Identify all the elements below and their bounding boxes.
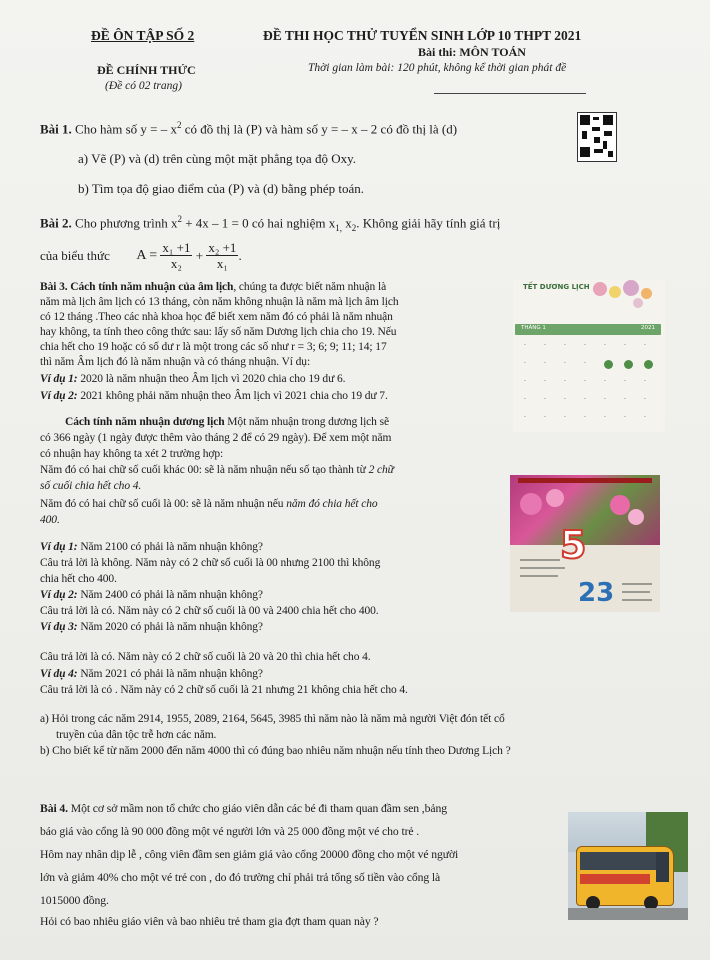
bai2-text3: x xyxy=(342,215,352,231)
calendar-cell: · xyxy=(564,396,566,403)
tear-big-number: 5 xyxy=(560,523,587,567)
calendar-cell: · xyxy=(584,396,586,403)
bai2-expr-label: của biểu thức xyxy=(40,248,110,263)
duong-case1: Năm đó có hai chữ số cuối khác 00: sẽ là năm nhuận nếu số tạo thành từ xyxy=(40,464,369,476)
duong-line-4: số cuối chia hết cho 4. xyxy=(40,480,142,492)
fraction-2: $\frac{\text{x₂ +1}}{\text{x₁}}$ xyxy=(208,240,237,271)
vd2-text: 2021 không phải năm nhuận theo Âm lịch vì 2021 chia cho 19 dư 7. xyxy=(77,390,388,402)
calendar-cell: · xyxy=(624,342,626,349)
question-b: b) Cho biết kể từ năm 2000 đến năm 4000 thì có đúng bao nhiêu năm nhuận nếu tính theo Dương Lịch ? xyxy=(40,745,511,757)
duong-line-3 xyxy=(40,463,394,478)
bai1-text-a: Cho hàm số y = – x xyxy=(75,121,177,137)
bai3-label: Bài 3. xyxy=(40,281,68,293)
qr-code-image xyxy=(577,112,617,162)
time-note: Thời gian làm bài: 120 phút, không kể thời gian phát đề xyxy=(308,62,567,74)
calendar-cell: · xyxy=(604,396,606,403)
ex1-a2: chia hết cho 400. xyxy=(40,573,117,585)
calendar-cell: · xyxy=(624,378,626,385)
calendar-cell: · xyxy=(544,342,546,349)
bai3-text: , chúng ta được biết năm nhuận là xyxy=(233,281,387,293)
calendar-cell: · xyxy=(564,378,566,385)
calendar-cell: · xyxy=(524,414,526,421)
ex4-label: Ví dụ 4: xyxy=(40,668,78,680)
duong-text: Một năm nhuận trong dương lịch sẽ xyxy=(224,416,389,428)
bai4-text: Một cơ sở mầm non tổ chức cho giáo viên dẫn các bé đi tham quan đầm sen ,bảng xyxy=(67,802,447,815)
ex1-label: Ví dụ 1: xyxy=(40,541,78,553)
bai1-part-a: a) Vẽ (P) và (d) trên cùng một mặt phẳng tọa độ Oxy. xyxy=(78,151,356,166)
calendar-title: TẾT DƯƠNG LỊCH xyxy=(523,283,590,291)
calendar-cell: · xyxy=(644,414,646,421)
tear-day-number: 23 xyxy=(578,578,615,608)
calendar-cell: · xyxy=(544,360,546,367)
ex2-question: Năm 2400 có phải là năm nhuận không? xyxy=(77,589,263,601)
ex3-question: Năm 2020 có phải là năm nhuận không? xyxy=(77,621,263,633)
bai2-line: Bài 2. Cho phương trình $x^2 + 4x - 1 = 0$ có hai nghiệm $x_{1,}$ $x_2$. Không giải hãy tính giá trị xyxy=(40,214,501,233)
calendar-cell: · xyxy=(564,360,566,367)
calendar-cell: · xyxy=(584,414,586,421)
calendar-cell: · xyxy=(644,342,646,349)
bai1-line: Bài 1. Cho hàm số y = – $x^2$ có đồ thị là (P) và hàm số y = – x – 2 có đồ thị là (d) xyxy=(40,120,458,137)
ex2-a1: Câu trả lời là có. Năm này có 2 chữ số cuối là 00 và 2400 chia hết cho 400. xyxy=(40,605,379,617)
vd1-text: 2020 là năm nhuận theo Âm lịch vì 2020 chia cho 19 dư 6. xyxy=(77,373,346,385)
duong-case2: Năm đó có hai chữ số cuối là 00: sẽ là năm nhuận nếu xyxy=(40,498,287,510)
calendar-cell: · xyxy=(644,396,646,403)
bai3-vd1 xyxy=(40,372,345,387)
fraction-1: $\frac{\text{x₁ +1}}{\text{x₂}}$ xyxy=(162,240,191,271)
calendar-cell: · xyxy=(584,360,586,367)
calendar-cell: · xyxy=(584,342,586,349)
exam-title: ĐỀ THI HỌC THỬ TUYỂN SINH LỚP 10 THPT 2021 xyxy=(263,28,582,43)
bai4-line-5: Hỏi có bao nhiêu giáo viên và bao nhiêu trẻ tham gia đợt tham quan này ? xyxy=(40,915,379,928)
bai3-line-2: có 12 tháng .Theo các nhà khoa học để biết xem năm đó có phải là năm nhuận xyxy=(40,311,393,323)
bai4-line-4: 1015000 đồng. xyxy=(40,894,109,907)
bai2-text1: Cho phương trình x xyxy=(75,215,178,231)
duong-case2-it: năm đó chia hết cho xyxy=(286,498,378,510)
calendar-cell: · xyxy=(544,396,546,403)
vd2-label: Ví dụ 2: xyxy=(40,390,78,402)
bai2-expression: của biểu thức A = $\frac{\text{x₁ +1}}{\text{x₂}}$ + $\frac{\text{x₂ +1}}{\text{x₁}}$ . xyxy=(40,240,242,271)
duong-line-5 xyxy=(40,497,378,512)
duong-heading: Cách tính năm nhuận dương lịch xyxy=(65,416,225,428)
calendar-cell: · xyxy=(524,360,526,367)
duong-line-2: có nhuận hay không ta xét 2 trường hợp: xyxy=(40,448,224,460)
bai3-heading: Cách tính năm nhuận của âm lịch xyxy=(70,281,234,293)
bai1-text-b: có đồ thị là (P) và hàm số y = – x – 2 có đồ thị là (d) xyxy=(184,121,458,137)
duong-line-6: 400. xyxy=(40,514,60,526)
bai4-line-2: Hôm nay nhân dịp lễ , công viên đầm sen giảm giá vào cổng 20000 đồng cho một vé người xyxy=(40,848,459,861)
bai2-label: Bài 2. xyxy=(40,215,72,231)
bai3-line-0 xyxy=(40,280,386,295)
ex4-q xyxy=(40,667,263,682)
official-label: ĐỀ CHÍNH THỨC xyxy=(97,63,196,77)
ex2-label: Ví dụ 2: xyxy=(40,589,78,601)
ex1-q xyxy=(40,540,263,555)
duong-case1-it: 2 chữ xyxy=(368,464,394,476)
ex3-label: Ví dụ 3: xyxy=(40,621,78,633)
calendar-cell: · xyxy=(604,342,606,349)
calendar-cell: · xyxy=(564,342,566,349)
ex3-a1: Câu trả lời là có. Năm này có 2 chữ số cuối là 20 và 20 thì chia hết cho 4. xyxy=(40,651,371,663)
bai2-text4: . Không giải hãy tính giá trị xyxy=(356,215,501,231)
calendar-cell: · xyxy=(584,378,586,385)
bai4-line-0 xyxy=(40,801,447,816)
bai1-part-b: b) Tìm tọa độ giao điểm của (P) và (d) bằng phép toán. xyxy=(78,181,365,196)
calendar-cell: · xyxy=(644,378,646,385)
calendar-cell: · xyxy=(524,378,526,385)
calendar-cell xyxy=(644,360,653,369)
ex3-q xyxy=(40,620,263,635)
exam-number: ĐỀ ÔN TẬP SỐ 2 xyxy=(91,28,195,43)
calendar-cell xyxy=(624,360,633,369)
calendar-month: THÁNG 1 xyxy=(521,325,546,331)
bai3-line-1: năm mà lịch âm lịch có 13 tháng, còn năm không nhuận là năm mà lịch âm lịch xyxy=(40,296,399,308)
calendar-cell: · xyxy=(564,414,566,421)
ex4-a1: Câu trả lời là có . Năm này có 2 chữ số cuối là 21 nhưng 21 không chia hết cho 4. xyxy=(40,684,408,696)
bai3-line-4: chia hết cho 19 hoặc có số dư r là một trong các số như r = 3; 6; 9; 11; 14; 17 xyxy=(40,341,387,353)
bai3-vd2 xyxy=(40,389,388,404)
ex1-question: Năm 2100 có phải là năm nhuận không? xyxy=(77,541,263,553)
calendar-cell: · xyxy=(524,396,526,403)
calendar-cell: · xyxy=(524,342,526,349)
header-divider xyxy=(434,93,586,94)
exam-subject: Bài thi: MÔN TOÁN xyxy=(418,45,526,59)
calendar-cell: · xyxy=(604,414,606,421)
ex4-question: Năm 2021 có phải là năm nhuận không? xyxy=(77,668,263,680)
bai1-label: Bài 1. xyxy=(40,121,72,137)
duong-line-0 xyxy=(65,415,389,430)
calendar-cell: · xyxy=(624,396,626,403)
calendar-year: 2021 xyxy=(641,325,655,331)
bai4-label: Bài 4. xyxy=(40,802,68,815)
calendar-cell: · xyxy=(544,378,546,385)
school-bus-image xyxy=(568,812,688,920)
vd1-label: Ví dụ 1: xyxy=(40,373,78,385)
bai4-line-1: báo giá vào cổng là 90 000 đồng một vé người lớn và 25 000 đồng một vé cho trẻ . xyxy=(40,825,420,838)
calendar-cell: · xyxy=(544,414,546,421)
question-a-line1: a) Hỏi trong các năm 2914, 1955, 2089, 2164, 5645, 3985 thì năm nào là năm mà người Việt đón tết cổ xyxy=(40,713,505,725)
duong-line-1: có 366 ngày (1 ngày được thêm vào tháng 2 để có 29 ngày). Để xem một năm xyxy=(40,432,392,444)
ex1-a1: Câu trả lời là không. Năm này có 2 chữ số cuối là 00 nhưng 2100 thì không xyxy=(40,557,381,569)
pages-note: (Đề có 02 trang) xyxy=(105,80,182,92)
tear-off-calendar-image xyxy=(510,475,660,612)
ex2-q xyxy=(40,588,263,603)
bai2-text2: + 4x – 1 = 0 có hai nghiệm x xyxy=(181,215,336,231)
bai3-line-5: thì năm Âm lịch đó là năm nhuận và có tháng nhuận. Ví dụ: xyxy=(40,356,311,368)
calendar-cell: · xyxy=(604,378,606,385)
calendar-cell xyxy=(604,360,613,369)
question-a-line2: truyền của dân tộc trễ hơn các năm. xyxy=(56,729,217,741)
lunar-calendar-image xyxy=(513,280,665,432)
bai2-a-label: A = xyxy=(136,248,158,263)
bai4-line-3: lớn và giảm 40% cho một vé trẻ con , do đó trường chỉ phải trả tổng số tiền vào cổng là xyxy=(40,871,441,884)
bai3-line-3: hay không, ta tính theo công thức sau: lấy số năm Dương lịch chia cho 19. Nếu xyxy=(40,326,397,338)
calendar-cell: · xyxy=(624,414,626,421)
